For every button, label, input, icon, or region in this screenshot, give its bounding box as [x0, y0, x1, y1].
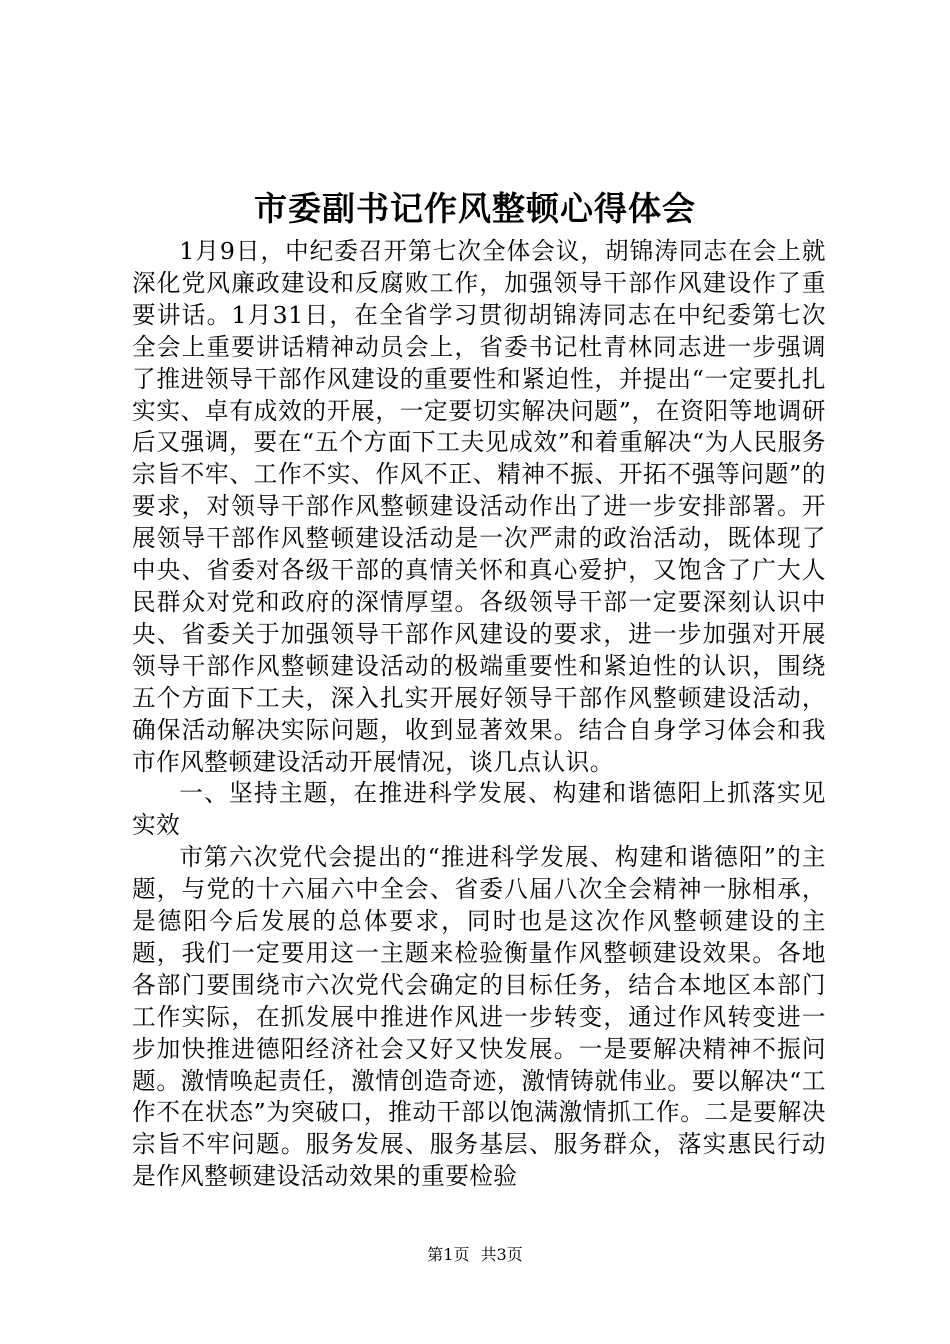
- paragraph-section-body: 市第六次党代会提出的“推进科学发展、构建和谐德阳”的主题，与党的十六届六中全会、省委八届八次全会精神一脉相承，是德阳今后发展的总体要求，同时也是这次作风整顿建设的主题，我们一定要用这一主题来检验衡量作风整顿建设效果。各地各部门要围绕市六次党代会确定的目标任务，结合本地区本部门工作实际，在抓发展中推进作风进一步转变，通过作风转变进一步加快推进德阳经济社会又好又快发展。一是要解决精神不振问题。激情唤起责任，激情创造奇迹，激情铸就伟业。要以解决“工作不在状态”为突破口，推动干部以饱满激情抓工作。二是要解决宗旨不牢问题。服务发展、服务基层、服务群众，落实惠民行动是作风整顿建设活动效果的重要检验: [132, 843, 826, 1191]
- paragraph-intro: 1月9日，中纪委召开第七次全体会议，胡锦涛同志在会上就深化党风廉政建设和反腐败工作，加强领导干部作风建设作了重要讲话。1月31日，在全省学习贯彻胡锦涛同志在中纪委第七次全会上重要讲话精神动员会上，省委书记杜青林同志进一步强调了推进领导干部作风建设的重要性和紧迫性，并提出“一定要扎扎实实、卓有成效的开展，一定要切实解决问题”，在资阳等地调研后又强调，要在“五个方面下工夫见成效”和着重解决“为人民服务宗旨不牢、工作不实、作风不正、精神不振、开拓不强等问题”的要求，对领导干部作风整顿建设活动作出了进一步安排部署。开展领导干部作风整顿建设活动是一次严肃的政治活动，既体现了中央、省委对各级干部的真情关怀和真心爱护，又饱含了广大人民群众对党和政府的深情厚望。各级领导干部一定要深刻认识中央、省委关于加强领导干部作风建设的要求，进一步加强对开展领导干部作风整顿建设活动的极端重要性和紧迫性的认识，围绕五个方面下工夫，深入扎实开展好领导干部作风整顿建设活动，确保活动解决实际问题，收到显著效果。结合自身学习体会和我市作风整顿建设活动开展情况，谈几点认识。: [132, 237, 826, 776]
- page-footer: [0, 1244, 950, 1266]
- page-number: 第1页: [427, 1245, 470, 1264]
- page-total: 共3页: [480, 1245, 523, 1264]
- document-title: 市委副书记作风整顿心得体会: [254, 189, 696, 228]
- paragraph-section-heading: 一、坚持主题，在推进科学发展、构建和谐德阳上抓落实见实效: [132, 779, 826, 840]
- document-body: [132, 236, 826, 1193]
